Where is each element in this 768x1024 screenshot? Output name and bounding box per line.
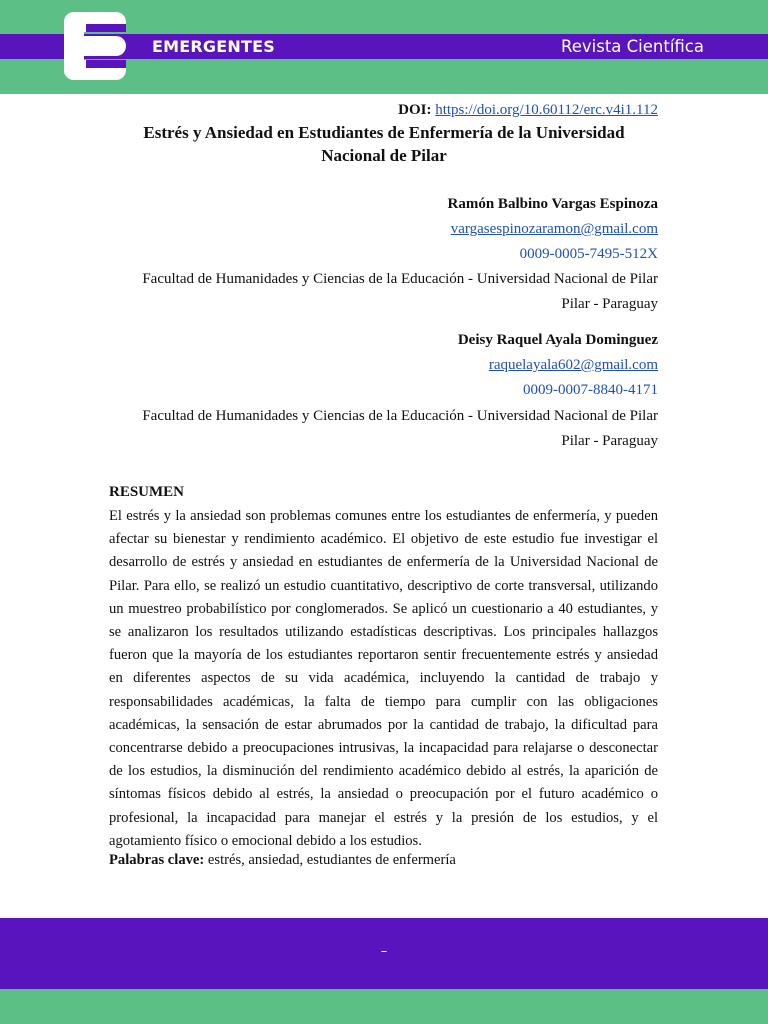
abstract-heading: RESUMEN — [109, 484, 185, 500]
journal-brand: EMERGENTES — [152, 37, 275, 56]
journal-logo-icon — [62, 12, 128, 80]
doi-line — [398, 102, 658, 119]
keywords-value: estrés, ansiedad, estudiantes de enfermería — [207, 852, 456, 868]
abstract-text: El estrés y la ansiedad son problemas comunes entre los estudiantes de enfermería, y pueden afectar su bienestar y rendimiento académico. El objetivo de este estudio fue investigar el desarrollo de estrés y ansiedad en estudiantes de enfermería de la Universidad Nacional de Pilar. Para ello, se realizó un estudio cuantitativo, descriptivo de corte transversal, utilizando un muestreo probabilístico por conglomerados. Se aplicó un cuestionario a 40 estudiantes, y se analizaron los resultados utilizando estadísticas descriptivas. Los principales hallazgos fueron que la mayoría de los estudiantes reportaron sentir frecuentemente estrés y ansiedad en diferentes aspectos de su vida académica, incluyendo la cantidad de trabajo y responsabilidades académicas, la falta de tiempo para cumplir con las obligaciones académicas, la sensación de estar abrumados por la cantidad de trabajo, la dificultad para concentrarse debido a preocupaciones intrusivas, la incapacidad para relajarse o desconectar de los estudios, la disminución del rendimiento académico debido al estrés, la aparición de síntomas físicos debido al estrés, la ansiedad o preocupación por el futuro académico o profesional, la incapacidad para manejar el estrés y la presión de los estudios, y el agotamiento físico o emocional debido a los estudios. — [109, 508, 658, 849]
author-name: Deisy Raquel Ayala Dominguez — [457, 332, 658, 348]
author-location: Pilar - Paraguay — [561, 433, 658, 449]
keywords-label: Palabras clave: — [109, 852, 205, 868]
author-email — [489, 357, 658, 374]
author-orcid[interactable]: 0009-0005-7495-512X — [519, 246, 658, 262]
journal-name: Revista Científica — [561, 37, 704, 56]
author-email — [451, 221, 658, 238]
keywords — [109, 852, 456, 869]
paper-title: Estrés y Ansiedad en Estudiantes de Enfermería de la Universidad Nacional de Pilar — [143, 123, 625, 165]
author-location: Pilar - Paraguay — [561, 296, 658, 312]
author-email-link[interactable]: raquelayala602@gmail.com — [488, 357, 658, 373]
doi-label: DOI: — [398, 102, 432, 118]
author-affiliation: Facultad de Humanidades y Ciencias de la Educación - Universidad Nacional de Pilar — [142, 271, 658, 287]
author-affiliation: Facultad de Humanidades y Ciencias de la Educación - Universidad Nacional de Pilar — [142, 408, 658, 424]
author-name: Ramón Balbino Vargas Espinoza — [447, 196, 658, 212]
author-email-link[interactable]: vargasespinozaramon@gmail.com — [450, 221, 658, 237]
author-orcid[interactable]: 0009-0007-8840-4171 — [523, 382, 658, 398]
doi-link[interactable]: https://doi.org/10.60112/erc.v4i1.112 — [435, 102, 658, 118]
footer-mark: – — [380, 944, 388, 959]
footer-stripe — [0, 989, 768, 1024]
